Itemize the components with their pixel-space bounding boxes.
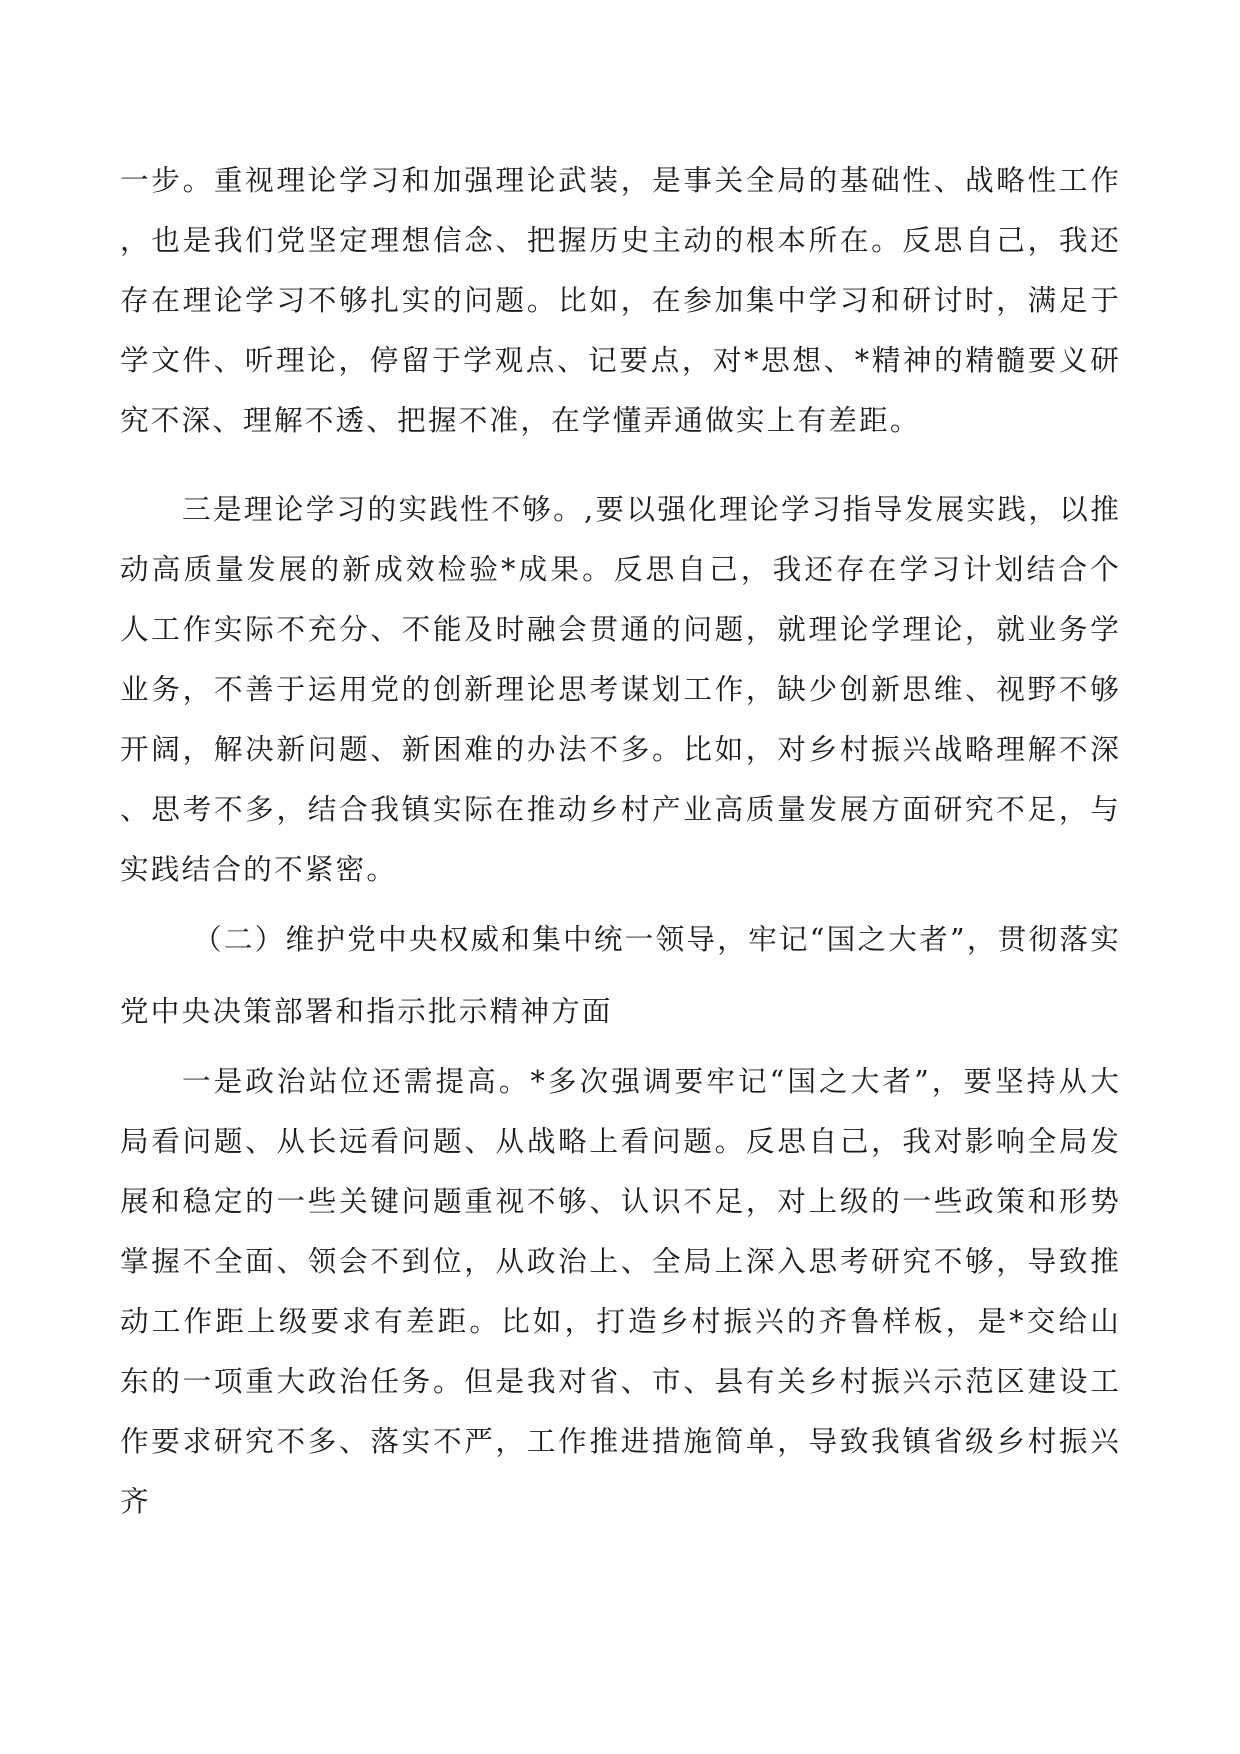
document-body — [120, 150, 1121, 1531]
paragraph-practice: 三是理论学习的实践性不够。,要以强化理论学习指导发展实践，以推动高质量发展的新成效检验*成果。反思自己，我还存在学习计划结合个人工作实际不充分、不能及时融会贯通的问题，就理论学理论，就业务学业务，不善于运用党的创新理论思考谋划工作，缺少创新思维、视野不够开阔，解决新问题、新困难的办法不多。比如，对乡村振兴战略理解不深、思考不多，结合我镇实际在推动乡村产业高质量发展方面研究不足，与实践结合的不紧密。 — [120, 492, 1121, 886]
paragraph-theory-study: 一步。重视理论学习和加强理论武装，是事关全局的基础性、战略性工作，也是我们党坚定理想信念、把握历史主动的根本所在。反思自己，我还存在理论学习不够扎实的问题。比如，在参加集中学习和研讨时，满足于学文件、听理论，停留于学观点、记要点，对*思想、*精神的精髓要义研究不深、理解不透、把握不准，在学懂弄通做实上有差距。 — [120, 163, 1121, 437]
section-heading-two: （二）维护党中央权威和集中统一领导，牢记“国之大者”，贯彻落实党中央决策部署和指示批示精神方面 — [120, 922, 1121, 1028]
paragraph-political-stance: 一是政治站位还需提高。*多次强调要牢记“国之大者”，要坚持从大局看问题、从长远看问题、从战略上看问题。反思自己，我对影响全局发展和稳定的一些关键问题重视不够、认识不足，对上级的一些政策和形势掌握不全面、领会不到位，从政治上、全局上深入思考研究不够，导致推动工作距上级要求有差距。比如，打造乡村振兴的齐鲁样板，是*交给山东的一项重大政治任务。但是我对省、市、县有关乡村振兴示范区建设工作要求研究不多、落实不严，工作推进措施简单，导致我镇省级乡村振兴齐 — [120, 1064, 1121, 1518]
